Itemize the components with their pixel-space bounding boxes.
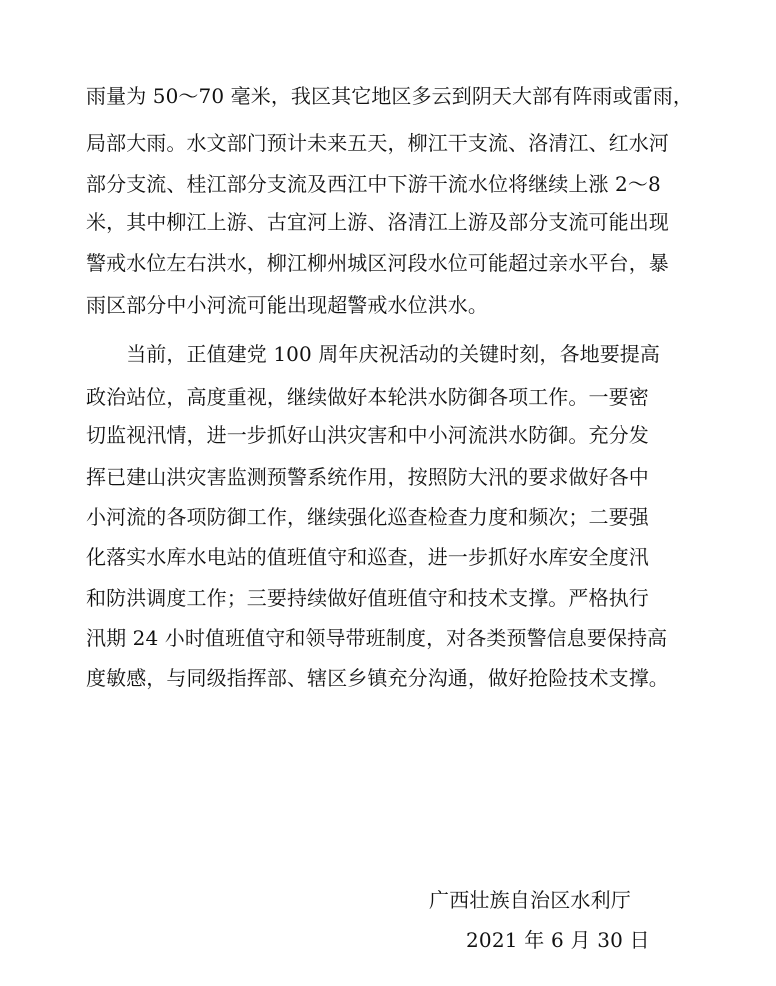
paragraph-1-line-6: 雨区部分中小河流可能出现超警戒水位洪水。 <box>86 293 488 317</box>
paragraph-2-line-6: 化落实水库水电站的值班值守和巡查，进一步抓好水库安全度汛 <box>86 545 649 569</box>
paragraph-1-line-1: 雨量为 50～70 毫米，我区其它地区多云到阴天大部有阵雨或雷雨， <box>86 84 693 108</box>
paragraph-2-line-1: 当前，正值建党 100 周年庆祝活动的关键时刻，各地要提高 <box>86 342 660 366</box>
paragraph-2-line-7: 和防洪调度工作；三要持续做好值班值守和技术支撑。严格执行 <box>86 586 649 610</box>
paragraph-2-line-9: 度敏感，与同级指挥部、辖区乡镇充分沟通，做好抢险技术支撑。 <box>86 666 669 690</box>
paragraph-2-line-3: 切监视汛情，进一步抓好山洪灾害和中小河流洪水防御。充分发 <box>86 423 649 447</box>
paragraph-1-line-5: 警戒水位左右洪水，柳江柳州城区河段水位可能超过亲水平台，暴 <box>86 251 669 275</box>
issue-date: 2021 年 6 月 30 日 <box>466 928 650 952</box>
paragraph-2-line-8: 汛期 24 小时值班值守和领导带班制度，对各类预警信息要保持高 <box>86 626 668 650</box>
paragraph-1-line-4: 米，其中柳江上游、古宜河上游、洛清江上游及部分支流可能出现 <box>86 210 669 234</box>
paragraph-2-line-5: 小河流的各项防御工作，继续强化巡查检查力度和频次；二要强 <box>86 505 649 529</box>
issuing-organization: 广西壮族自治区水利厅 <box>429 888 631 912</box>
paragraph-2-line-4: 挥已建山洪灾害监测预警系统作用，按照防大汛的要求做好各中 <box>86 465 649 489</box>
paragraph-1-line-3: 部分支流、桂江部分支流及西江中下游干流水位将继续上涨 2～8 <box>86 172 661 196</box>
paragraph-1-line-2: 局部大雨。水文部门预计未来五天，柳江干支流、洛清江、红水河 <box>86 131 669 155</box>
paragraph-2-line-2: 政治站位，高度重视，继续做好本轮洪水防御各项工作。一要密 <box>86 385 649 409</box>
